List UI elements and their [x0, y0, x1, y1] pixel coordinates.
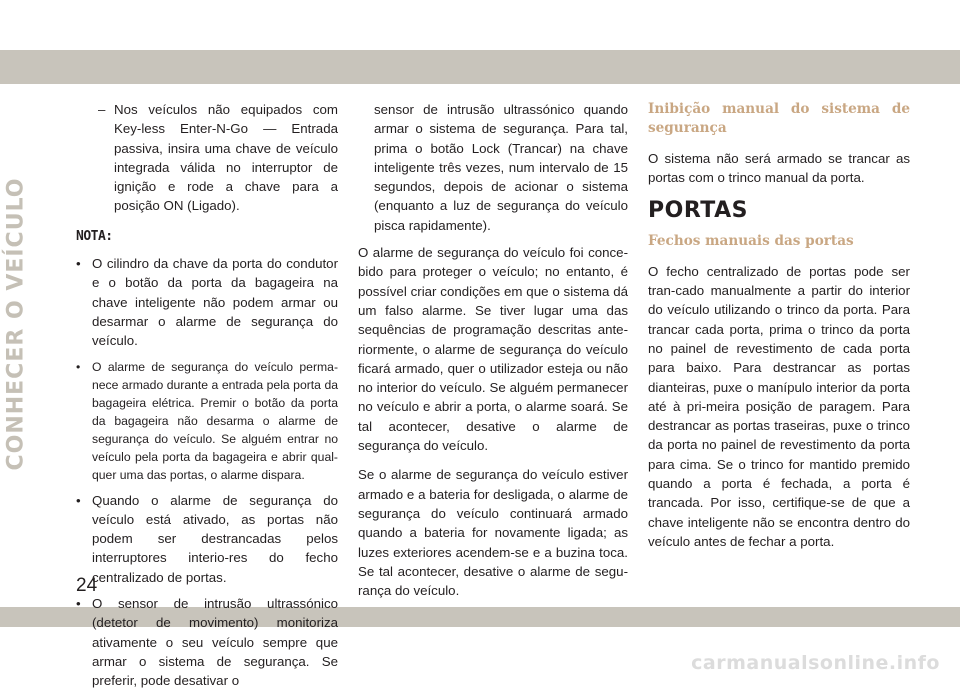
bullet-continuation: sensor de intrusão ultrassónico quando armar o sistema de segurança. Para tal, prima o botão Lock (Trancar) na chave inteligente três vezes, num intervalo de 15 segundos, depois de acionar o sistema (enquanto a luz de segurança do veículo pisca rapidamente). [374, 102, 628, 233]
paragraph-manual-locks: O fecho centralizado de portas pode ser tran-cado manualmente a partir do interior do veículo utilizando o trinco da porta. Para trancar cada porta, prima o trinco da porta no painel de revestimento de cada porta para baixo. Para destrancar as portas dianteiras, puxe o manípulo interior da porta até à pri-meira posição de paragem. Para destrancar as portas traseiras, puxe o trinco da porta no painel de revestimento da porta para cima. Se o trinco for mantido premido quando a porta é fechada, a porta é trancada. Por isso, certifique-se de que a chave inteligente não se encontra dentro do veículo antes de fechar a porta. [648, 263, 910, 549]
bullet-text-4: O sensor de intrusão ultrassónico (detetor de movimento) monitoriza ativamente o seu veículo sempre que armar o sistema de segurança. Se preferir, pode desativar o [92, 596, 338, 689]
bullet-item-4 [76, 594, 338, 690]
page-number: 24 [76, 575, 98, 596]
bullet-marker: • [76, 359, 81, 374]
note-label: NOTA: [76, 228, 113, 244]
subheading-manual-locks: Fechos manuais das portas [648, 233, 854, 250]
paragraph-manual-override: O sistema não será armado se trancar as portas com o trinco manual da porta. [648, 150, 910, 185]
dash-item-text: Nos veículos não equipados com Key-less Enter-N-Go — Entrada passiva, insira uma chave de veículo integrada válida no interruptor de ignição e rode a chave para a posição ON (Ligado). [114, 102, 338, 214]
paragraph-battery: Se o alarme de segurança do veículo estiver armado e a bateria for desligada, o alarme de segurança do veículo continuará armado quando a bateria for novamente ligada; as luzes exteriores acendem-se e a buzina toca. Se tal acontecer, desative o alarme de segu-rança do veículo. [358, 467, 628, 599]
bullet-marker: • [76, 596, 81, 612]
bullet-marker: • [76, 256, 81, 272]
chapter-side-title-text: CONHECER O VEÍCULO [3, 177, 29, 471]
subheading-manual-override: Inibição manual do sistema de segurança [648, 101, 910, 137]
bullet-item-1 [76, 254, 338, 350]
column-middle [358, 100, 628, 610]
column-left [76, 100, 338, 698]
header-band [0, 50, 960, 84]
paragraph-false-alarm: O alarme de segurança do veículo foi conce-bido para proteger o veículo; no entanto, é possível criar condições em que o sistema dá um falso alarme. Se tiver lugar uma das sequências de programação descritas ante-riormente, o alarme de segurança do veículo ficará armado, quer o utilizador esteja ou não no interior do veículo. Se alguém permanecer no veículo e abrir a porta, o alarme soará. Se tal acontecer, desative o alarme de segurança do veículo. [358, 245, 628, 454]
bullet-text-3: Quando o alarme de segurança do veículo está ativado, as portas não podem ser destrancadas pelos interruptores interio-res do fecho centralizado de portas. [92, 492, 338, 585]
section-title-doors: PORTAS [648, 198, 748, 224]
bullet-text-1: O cilindro da chave da porta do condutor e o botão da porta da bagageira na chave inteligente não podem armar ou desarmar o alarme de segurança do veículo. [92, 256, 338, 349]
dash-list-item [76, 100, 338, 216]
watermark: carmanualsonline.info [691, 652, 940, 674]
column-right [648, 100, 910, 561]
bullet-item-3 [76, 491, 338, 587]
dash-marker: – [98, 102, 106, 117]
bullet-text-2: O alarme de segurança do veículo perma-nece armado durante a entrada pela porta da bagageira elétrica. Premir o botão da porta da bagageira não desarma o alarme de segurança do veículo. Se alguém entrar no veículo pela porta da bagageira e abrir qual-quer uma das portas, o alarme dispara. [92, 359, 338, 482]
bullet-marker: • [76, 492, 81, 508]
bullet-item-2 [76, 358, 338, 484]
